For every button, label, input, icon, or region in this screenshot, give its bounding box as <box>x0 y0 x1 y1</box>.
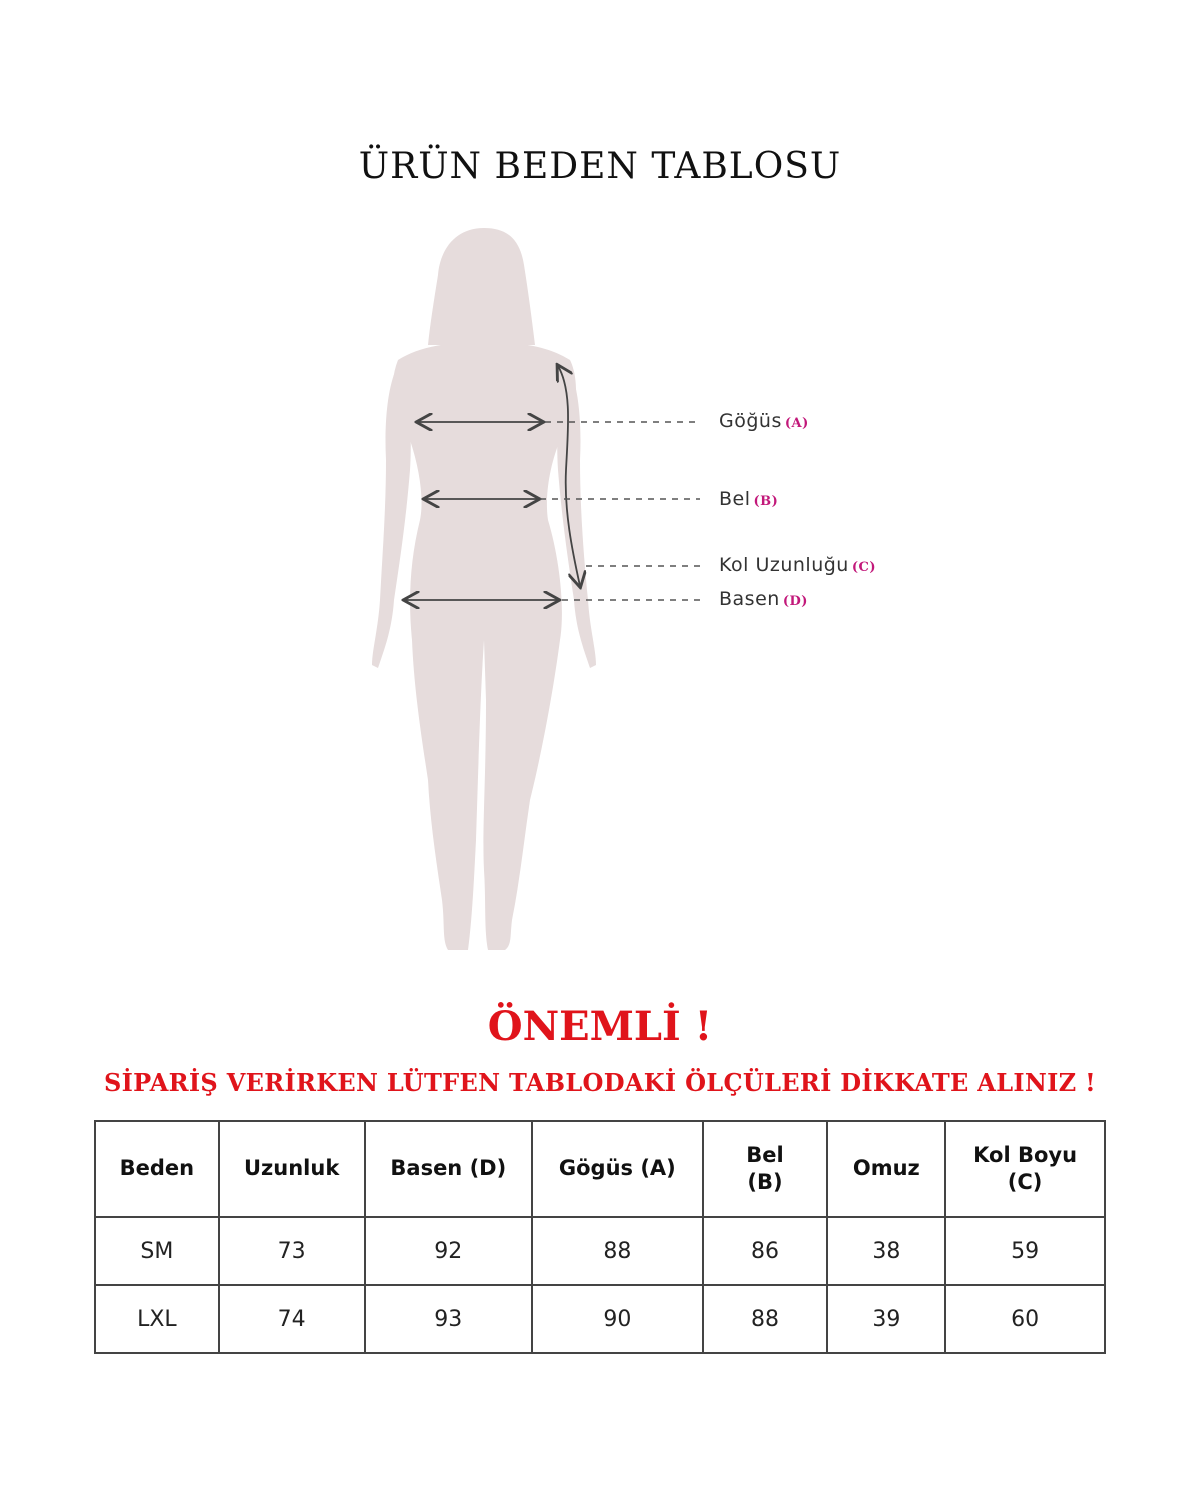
size-table <box>94 1120 1106 1354</box>
label-waist-text: Bel <box>719 488 751 510</box>
woman-silhouette <box>372 228 596 950</box>
table-cell: 88 <box>532 1217 703 1285</box>
label-arm-length <box>719 554 876 576</box>
label-hip-code: (D) <box>782 594 808 609</box>
table-cell: 74 <box>219 1285 365 1353</box>
table-row <box>95 1217 1105 1285</box>
table-cell: 86 <box>703 1217 828 1285</box>
table-cell: 93 <box>365 1285 533 1353</box>
table-cell: 73 <box>219 1217 365 1285</box>
label-waist <box>719 488 778 510</box>
table-header-row <box>95 1121 1105 1217</box>
label-arm-length-text: Kol Uzunluğu <box>719 554 849 576</box>
table-cell: 92 <box>365 1217 533 1285</box>
table-cell: 60 <box>945 1285 1105 1353</box>
table-cell: 59 <box>945 1217 1105 1285</box>
label-chest <box>719 410 809 432</box>
header-size: Beden <box>95 1121 219 1217</box>
order-warning: SİPARİŞ VERİRKEN LÜTFEN TABLODAKİ ÖLÇÜLERİ DİKKATE ALINIZ ! <box>103 1068 1096 1097</box>
label-hip <box>719 588 808 610</box>
table-cell: 88 <box>703 1285 828 1353</box>
table-cell: 90 <box>532 1285 703 1353</box>
label-chest-code: (A) <box>784 416 809 431</box>
page-title: ÜRÜN BEDEN TABLOSU <box>358 146 842 187</box>
label-hip-text: Basen <box>719 588 780 610</box>
header-chest: Gögüs (A) <box>532 1121 703 1217</box>
header-hip: Basen (D) <box>365 1121 533 1217</box>
label-chest-text: Göğüs <box>719 410 782 432</box>
table-cell: LXL <box>95 1285 219 1353</box>
header-shoulder: Omuz <box>827 1121 945 1217</box>
table-cell: SM <box>95 1217 219 1285</box>
header-length: Uzunluk <box>219 1121 365 1217</box>
header-waist: Bel (B) <box>703 1121 828 1217</box>
label-arm-length-code: (C) <box>851 560 876 575</box>
table-cell: 38 <box>827 1217 945 1285</box>
table-row <box>95 1285 1105 1353</box>
important-heading: ÖNEMLİ ! <box>487 1003 713 1050</box>
header-sleeve-length: Kol Boyu (C) <box>945 1121 1105 1217</box>
label-waist-code: (B) <box>753 494 779 509</box>
table-cell: 39 <box>827 1285 945 1353</box>
